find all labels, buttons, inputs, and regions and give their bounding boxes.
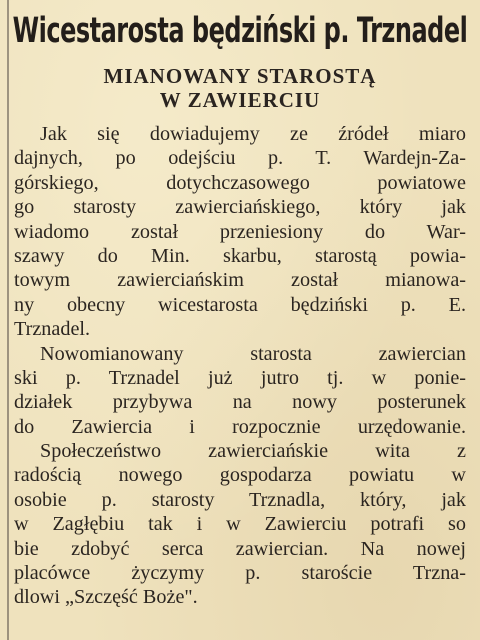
text-line: wiadomo został przeniesiony do War-: [14, 220, 466, 243]
text-line: Trznadel.: [14, 318, 91, 341]
text-line: ny obecny wicestarosta będziński p. E.: [14, 293, 466, 316]
headline: Wicestarosta będziński p. Trznadel: [12, 10, 468, 51]
text-line: dajnych, po odejściu p. T. Wardejn-Za-: [14, 147, 466, 170]
text-line: do Zawiercia i rozpocznie urzędowanie.: [14, 415, 466, 438]
subheadline-line-1: MIANOWANY STAROSTĄ: [103, 64, 377, 88]
text-line: szawy do Min. skarbu, starostą powia-: [14, 244, 466, 267]
text-line: osobie p. starosty Trznadla, który, jak: [14, 488, 466, 511]
text-line: placówce życzymy p. staroście Trzna-: [14, 562, 466, 585]
text-line: Jak się dowiadujemy ze źródeł miaro: [40, 123, 466, 145]
text-line: bie zdobyć serca zawiercian. Na nowej: [14, 537, 466, 560]
subheadline-line-2: W ZAWIERCIU: [159, 88, 321, 112]
article-body: [14, 122, 466, 610]
text-line: go starosty zawierciańskiego, który jak: [14, 196, 466, 219]
text-line: dlowi „Szczęść Boże".: [14, 586, 198, 609]
text-line: ski p. Trznadel już jutro tj. w ponie-: [14, 366, 466, 389]
text-line: działek przybywa na nowy posterunek: [14, 391, 466, 414]
text-line: Nowomianowany starosta zawiercian: [40, 342, 466, 365]
column-rule: [7, 0, 9, 640]
text-line: radością nowego gospodarza powiatu w: [14, 464, 466, 487]
text-line: górskiego, dotychczasowego powiatowe: [14, 171, 466, 194]
text-line: w Zagłębiu tak i w Zawierciu potrafi so: [14, 513, 466, 536]
text-line: towym zawierciańskim został mianowa-: [14, 269, 466, 292]
text-line: Społeczeństwo zawierciańskie wita z: [40, 440, 466, 463]
